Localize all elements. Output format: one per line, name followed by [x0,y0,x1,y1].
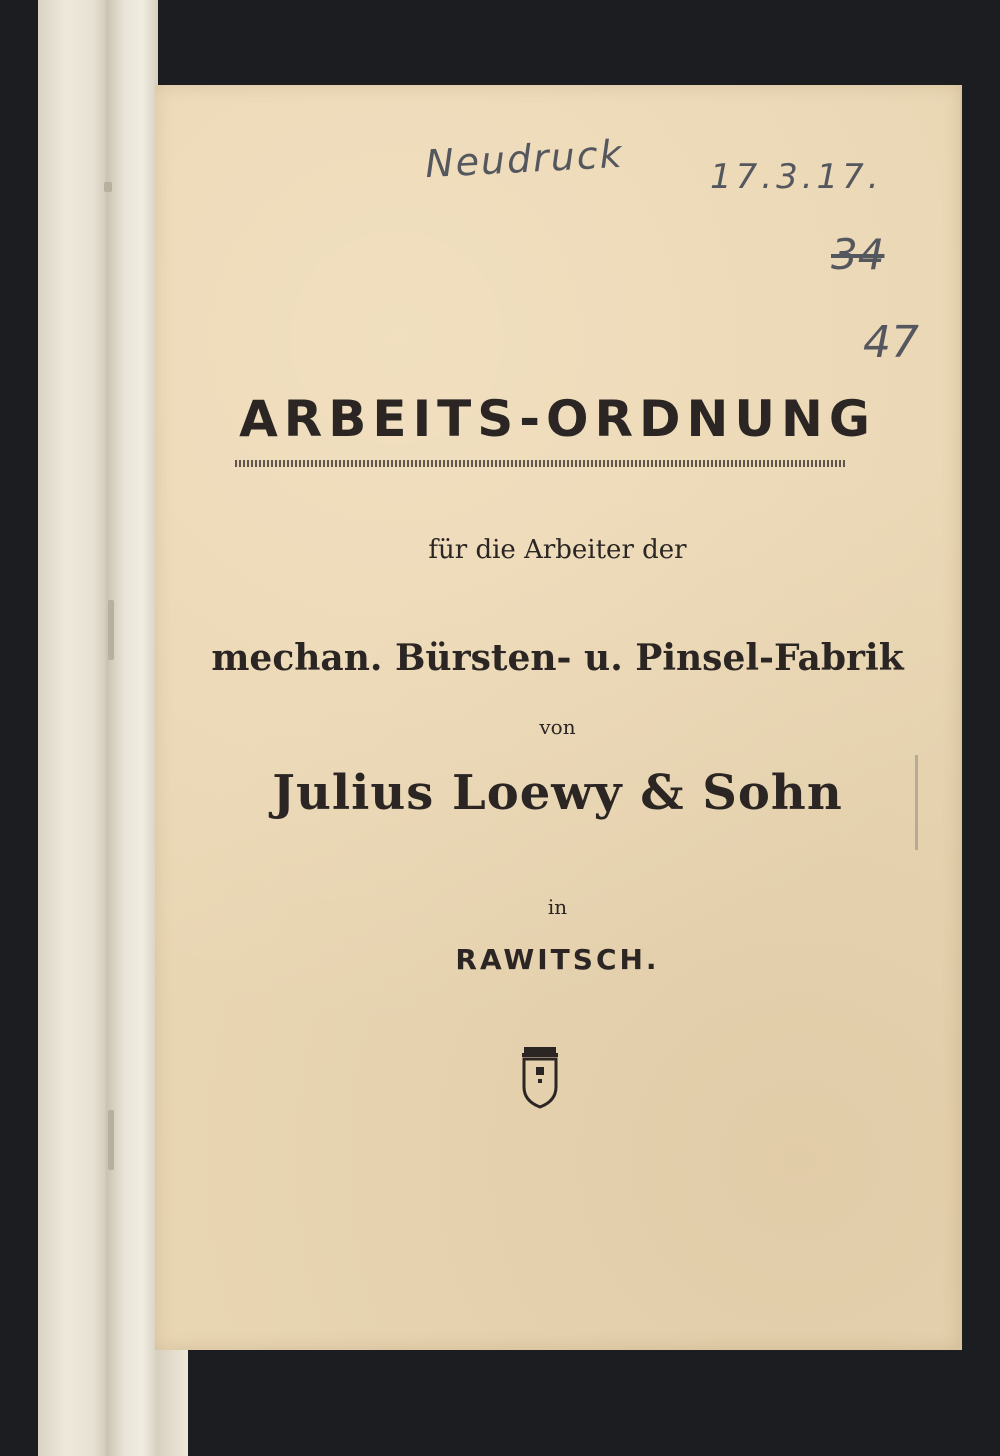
city-name: RAWITSCH. [455,943,660,976]
factory-name: mechan. Bürsten- u. Pinsel-Fabrik [211,637,904,679]
binding-strip [106,0,158,1456]
binding-strip [158,1340,188,1456]
title-underline [235,460,845,467]
stitch-thread [108,1110,114,1170]
document-subtitle: für die Arbeiter der [428,535,687,565]
pencil-mark [915,755,918,850]
firm-name: Julius Loewy & Sohn [272,765,843,821]
stitch-mark [104,182,112,192]
document-title: ARBEITS-ORDNUNG [239,390,876,448]
stitch-thread [108,600,114,660]
handwritten-old-number: 34 [831,230,885,279]
in-label: in [547,895,568,919]
handwritten-new-number: 47 [863,317,919,368]
shield-emblem-icon [520,1047,560,1109]
binding-strip [38,0,108,1456]
handwritten-date: 17.3.17. [710,157,883,197]
von-label: von [539,715,576,739]
document-page [155,85,962,1350]
handwritten-note: Neudruck [423,131,625,187]
